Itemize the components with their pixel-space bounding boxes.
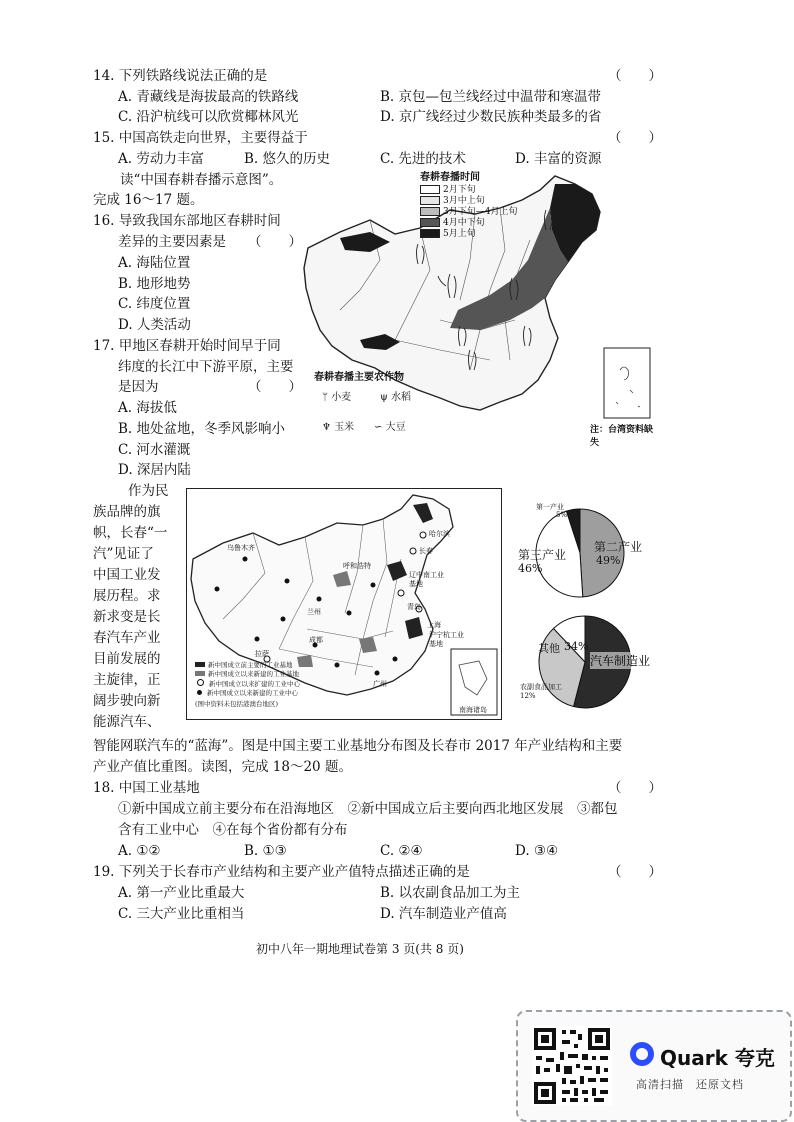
q15-option-d: D. 丰富的资源 bbox=[515, 151, 602, 167]
q19-option-b: B. 以农副食品加工为主 bbox=[380, 885, 521, 901]
q14-option-b: B. 京包—包兰线经过中温带和寒温带 bbox=[380, 89, 602, 105]
q17-stem-line-3: 是因为 bbox=[118, 379, 159, 395]
map2-legend-item bbox=[195, 661, 300, 670]
q15-paren: （ ） bbox=[608, 130, 662, 146]
legend-swatch-4 bbox=[420, 229, 440, 238]
q14-stem: 14. 下列铁路线说法正确的是 bbox=[93, 68, 268, 84]
q16-option-a: A. 海陆位置 bbox=[118, 255, 191, 271]
legend-new-base: 新中国成立以来新建的工业基地 bbox=[208, 670, 299, 678]
map1-legend-item bbox=[420, 218, 517, 229]
legend-label-4: 5月上旬 bbox=[443, 229, 476, 239]
city-lhasa: 拉萨 bbox=[255, 650, 269, 658]
spring-plowing-map bbox=[300, 170, 656, 448]
pie2-pct-food: 12% bbox=[520, 692, 536, 700]
legend-label-1: 3月中上旬 bbox=[443, 196, 485, 206]
map1-legend bbox=[420, 172, 517, 240]
passage-line-14: 产业产值比重图。读图，完成 18～20 题。 bbox=[93, 759, 352, 775]
q16-stem-line-1: 16. 导致我国东部地区春耕时间 bbox=[93, 213, 281, 229]
map1-legend-item bbox=[420, 185, 517, 196]
pie2-pct-other: 34% bbox=[564, 640, 589, 653]
crop-rice-label: 水稻 bbox=[391, 392, 412, 403]
legend-swatch-3 bbox=[420, 218, 440, 227]
map2-legend bbox=[195, 661, 300, 709]
legend-new-center: 新中国成立以来新建的工业中心 bbox=[207, 689, 298, 697]
q18-option-a: A. ①② bbox=[118, 843, 161, 859]
legend-label-0: 2月下旬 bbox=[443, 185, 476, 195]
pie2-label-food: 农副食品加工 bbox=[520, 683, 562, 691]
passage-line-12: 能源汽车、 bbox=[93, 714, 161, 730]
map2-legend-item bbox=[195, 689, 300, 698]
wheat-icon: ᛘ bbox=[322, 392, 328, 403]
crop-rice bbox=[380, 388, 411, 403]
legend-old-base: 新中国成立前主要的工业基地 bbox=[208, 661, 293, 669]
passage-line-9: 目前发展的 bbox=[93, 651, 161, 667]
q18-paren: （ ） bbox=[608, 780, 662, 796]
crop-soybean-label: 大豆 bbox=[385, 422, 406, 433]
passage-line-3: 帜，长春“一 bbox=[93, 525, 168, 541]
qr-code-icon[interactable] bbox=[532, 1026, 612, 1106]
q19-option-d: D. 汽车制造业产值高 bbox=[380, 906, 507, 922]
map2-note: (图中资料未包括港澳台地区) bbox=[195, 700, 279, 708]
legend-new-base-swatch bbox=[195, 671, 205, 676]
legend-expanded-center: 新中国成立以来扩建的工业中心 bbox=[209, 680, 300, 688]
pie1-label-primary: 第一产业 bbox=[536, 503, 564, 511]
industrial-base-map bbox=[186, 488, 502, 720]
q18-option-b: B. ①③ bbox=[244, 843, 287, 859]
passage-line-10: 主旋律，正 bbox=[93, 672, 161, 688]
city-lanzhou: 兰州 bbox=[307, 608, 321, 616]
q16-option-d: D. 人类活动 bbox=[118, 317, 191, 333]
passage-line-1: 作为民 bbox=[128, 483, 169, 499]
city-hohhot: 呼和浩特 bbox=[343, 562, 371, 570]
map1-crops-title: 春耕春播主要农作物 bbox=[314, 372, 404, 383]
map1-note: 注：台湾资料缺失 bbox=[590, 425, 654, 448]
map1-legend-title: 春耕春播时间 bbox=[420, 172, 480, 183]
q19-option-c: C. 三大产业比重相当 bbox=[118, 906, 245, 922]
city-chengdu: 成都 bbox=[309, 636, 323, 644]
passage-line-13: 智能网联汽车的“蓝海”。图是中国主要工业基地分布图及长春市 2017 年产业结构和主要 bbox=[93, 738, 623, 754]
base-liaozhongnan: 辽中南工业基地 bbox=[409, 571, 444, 588]
passage-line-8: 春汽车产业 bbox=[93, 630, 161, 646]
map1-legend-item bbox=[420, 207, 517, 218]
crop-corn-label: 玉米 bbox=[334, 422, 355, 433]
base-huningheng: 沪宁杭工业基地 bbox=[429, 631, 464, 648]
pie-industry-structure bbox=[510, 498, 650, 608]
q17-option-c: C. 河水灌溉 bbox=[118, 442, 191, 458]
legend-swatch-1 bbox=[420, 196, 440, 205]
q14-option-c: C. 沿沪杭线可以欣赏椰林风光 bbox=[118, 109, 299, 125]
pie2-label-auto: 汽车制造业 bbox=[590, 654, 651, 668]
corn-icon: ♆ bbox=[322, 422, 331, 433]
intro-line-2: 完成 16～17 题。 bbox=[93, 192, 204, 208]
q14-option-a: A. 青藏线是海拔最高的铁路线 bbox=[118, 89, 299, 105]
passage-line-11: 阔步驶向新 bbox=[93, 693, 161, 709]
passage-line-7: 新求变是长 bbox=[93, 609, 161, 625]
q19-stem: 19. 下列关于长春市产业结构和主要产业产值特点描述正确的是 bbox=[93, 864, 470, 880]
page-footer: 初中八年一期地理试卷第 3 页(共 8 页) bbox=[256, 942, 464, 956]
city-harbin: 哈尔滨 bbox=[429, 530, 450, 538]
quark-logo-icon bbox=[630, 1042, 654, 1066]
passage-line-4: 汽”见证了 bbox=[93, 546, 154, 562]
q19-option-a: A. 第一产业比重最大 bbox=[118, 885, 245, 901]
q16-option-c: C. 纬度位置 bbox=[118, 296, 191, 312]
q16-paren: （ ） bbox=[248, 234, 302, 250]
q15-option-c: C. 先进的技术 bbox=[380, 151, 466, 167]
passage-line-5: 中国工业发 bbox=[93, 567, 161, 583]
legend-new-center-swatch bbox=[197, 690, 202, 695]
passage-line-2: 族品牌的旗 bbox=[93, 504, 161, 520]
pie1-pct-primary: 5% bbox=[556, 511, 568, 519]
city-qingdao: 青岛 bbox=[407, 603, 421, 611]
q17-paren: （ ） bbox=[248, 379, 302, 395]
q18-stem: 18. 中国工业基地 bbox=[93, 780, 200, 796]
city-urumqi: 乌鲁木齐 bbox=[227, 544, 255, 552]
passage-line-6: 展历程。求 bbox=[93, 588, 161, 604]
q14-option-d: D. 京广线经过少数民族种类最多的省 bbox=[380, 109, 602, 125]
q17-option-b: B. 地处盆地，冬季风影响小 bbox=[118, 421, 286, 437]
city-shanghai: 上海 bbox=[427, 621, 441, 629]
map2-legend-item bbox=[195, 679, 300, 689]
q14-paren: （ ） bbox=[608, 68, 662, 84]
q18-option-d: D. ③④ bbox=[515, 843, 559, 859]
pie1-label-tertiary: 第三产业 bbox=[518, 548, 567, 562]
legend-expanded-center-swatch bbox=[197, 679, 204, 686]
q17-option-d: D. 深居内陆 bbox=[118, 462, 191, 478]
q16-option-b: B. 地形地势 bbox=[118, 276, 191, 292]
quark-brand: Quark 夸克 bbox=[660, 1046, 775, 1070]
legend-label-2: 3月下旬—4月上旬 bbox=[443, 207, 518, 217]
quark-slogan: 高清扫描 还原文档 bbox=[636, 1078, 744, 1091]
q17-stem-line-1: 17. 甲地区春耕开始时间早于同 bbox=[93, 338, 281, 354]
rice-icon: ψ bbox=[380, 392, 388, 403]
quark-scan-card[interactable] bbox=[516, 1010, 792, 1122]
soybean-icon: ∽ bbox=[374, 422, 383, 433]
q15-option-a: A. 劳动力丰富 bbox=[118, 151, 204, 167]
map1-legend-item bbox=[420, 196, 517, 207]
qr-code-svg bbox=[532, 1026, 612, 1106]
pie1-pct-tertiary: 46% bbox=[518, 562, 543, 575]
city-changchun: 长春 bbox=[419, 547, 433, 555]
crop-wheat bbox=[322, 388, 351, 403]
q17-option-a: A. 海拔低 bbox=[118, 400, 177, 416]
q15-option-b: B. 悠久的历史 bbox=[244, 151, 331, 167]
q18-option-c: C. ②④ bbox=[380, 843, 423, 859]
city-guangzhou: 广州 bbox=[373, 680, 387, 688]
crop-corn bbox=[322, 418, 354, 433]
crop-soybean bbox=[374, 418, 406, 433]
q17-stem-line-2: 纬度的长江中下游平原，主要 bbox=[118, 359, 294, 375]
q19-paren: （ ） bbox=[608, 864, 662, 880]
legend-old-base-swatch bbox=[195, 662, 205, 667]
quark-logo-inner bbox=[636, 1048, 648, 1060]
pie2-label-other: 其他 bbox=[538, 642, 560, 655]
q16-stem-line-2: 差异的主要因素是 bbox=[118, 234, 226, 250]
crop-wheat-label: 小麦 bbox=[331, 392, 352, 403]
pie-main-industries bbox=[510, 606, 660, 718]
pie1-label-secondary: 第二产业 bbox=[594, 540, 643, 554]
legend-swatch-2 bbox=[420, 207, 440, 216]
q18-statement-line-1: ①新中国成立前主要分布在沿海地区 ②新中国成立后主要向西北地区发展 ③都包 bbox=[118, 801, 618, 817]
q15-stem: 15. 中国高铁走向世界，主要得益于 bbox=[93, 130, 308, 146]
intro-line-1: 读“中国春耕春播示意图”。 bbox=[120, 172, 283, 188]
map1-legend-item bbox=[420, 229, 517, 240]
pie1-pct-secondary: 49% bbox=[596, 554, 621, 567]
map2-inset-label: 南海诸岛 bbox=[459, 706, 487, 714]
legend-label-3: 4月中下旬 bbox=[443, 218, 485, 228]
map2-legend-item bbox=[195, 670, 300, 679]
legend-swatch-0 bbox=[420, 185, 440, 194]
q18-statement-line-2: 含有工业中心 ④在每个省份都有分布 bbox=[118, 822, 348, 838]
